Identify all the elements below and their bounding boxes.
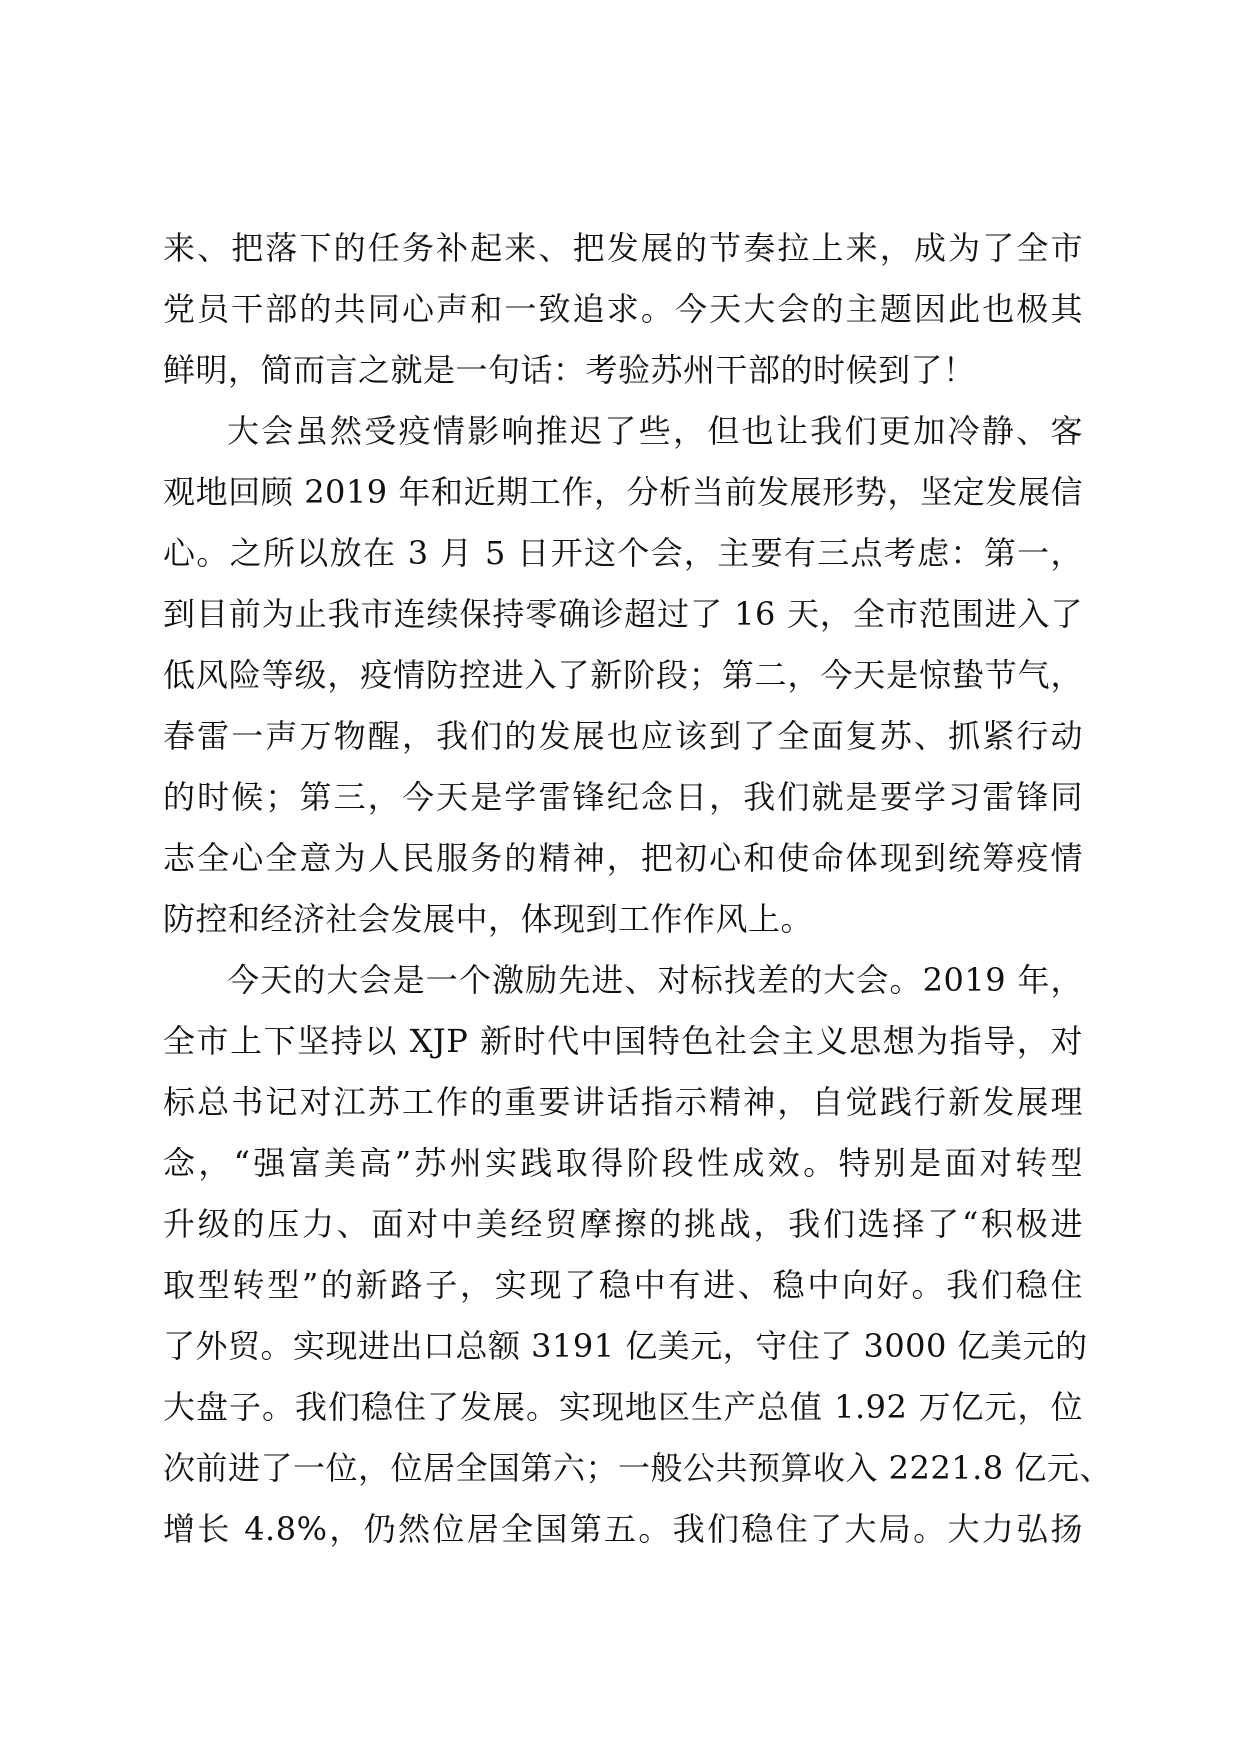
- text-line: 志全心全意为人民服务的精神，把初心和使命体现到统筹疫情: [163, 839, 1083, 877]
- text-line: 次前进了一位，位居全国第六；一般公共预算收入 2221.8 亿元、: [163, 1449, 1112, 1487]
- text-line: 春雷一声万物醒，我们的发展也应该到了全面复苏、抓紧行动: [163, 717, 1083, 755]
- text-line: 鲜明，简而言之就是一句话：考验苏州干部的时候到了！: [163, 351, 976, 389]
- text-line: 全市上下坚持以 XJP 新时代中国特色社会主义思想为指导，对: [163, 1022, 1083, 1060]
- text-line: 防控和经济社会发展中，体现到工作作风上。: [163, 900, 814, 938]
- body-text: [163, 218, 1112, 1560]
- text-line: 来、把落下的任务补起来、把发展的节奏拉上来，成为了全市: [163, 229, 1083, 267]
- text-line: 取型转型”的新路子，实现了稳中有进、稳中向好。我们稳住: [163, 1266, 1083, 1304]
- text-line: 增长 4.8%，仍然位居全国第五。我们稳住了大局。大力弘扬: [163, 1510, 1083, 1548]
- text-line: 到目前为止我市连续保持零确诊超过了 16 天，全市范围进入了: [163, 595, 1083, 633]
- text-line: 升级的压力、面对中美经贸摩擦的挑战，我们选择了“积极进: [163, 1205, 1083, 1243]
- text-line: 念，“强富美高”苏州实践取得阶段性成效。特别是面对转型: [163, 1144, 1083, 1182]
- text-line: 党员干部的共同心声和一致追求。今天大会的主题因此也极其: [163, 290, 1083, 328]
- text-line: 标总书记对江苏工作的重要讲话指示精神，自觉践行新发展理: [163, 1083, 1083, 1121]
- text-line: 观地回顾 2019 年和近期工作，分析当前发展形势，坚定发展信: [163, 473, 1083, 511]
- text-line: 了外贸。实现进出口总额 3191 亿美元，守住了 3000 亿美元的: [163, 1327, 1088, 1365]
- text-line: 低风险等级，疫情防控进入了新阶段；第二，今天是惊蛰节气，: [163, 656, 1083, 694]
- text-line: 心。之所以放在 3 月 5 日开这个会，主要有三点考虑：第一，: [163, 534, 1083, 572]
- text-line: 大盘子。我们稳住了发展。实现地区生产总值 1.92 万亿元，位: [163, 1388, 1083, 1426]
- paragraph-first-line: 大会虽然受疫情影响推迟了些，但也让我们更加冷静、客: [227, 412, 1083, 450]
- text-line: 的时候；第三，今天是学雷锋纪念日，我们就是要学习雷锋同: [163, 778, 1083, 816]
- paragraph-first-line: 今天的大会是一个激励先进、对标找差的大会。2019 年，: [227, 961, 1083, 999]
